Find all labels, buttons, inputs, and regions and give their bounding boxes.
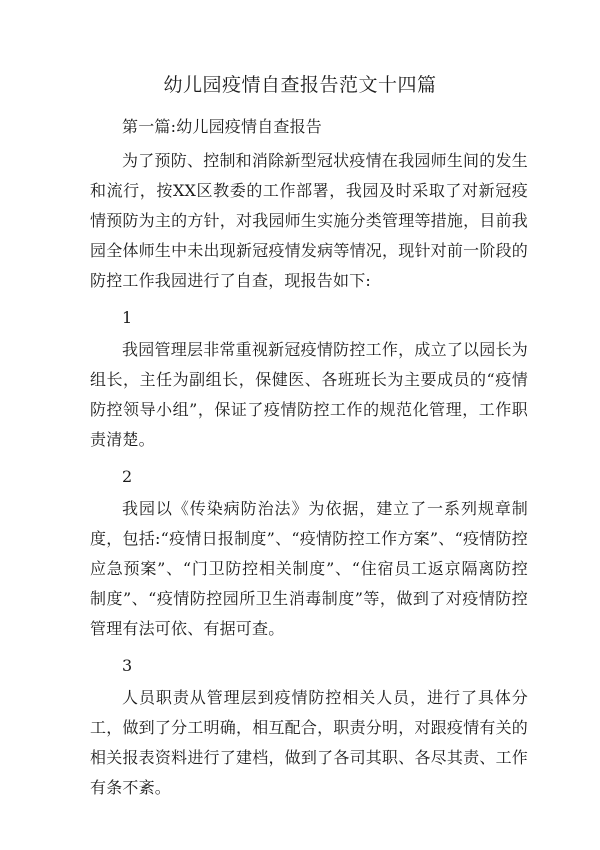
item-paragraph-2: 我园以《传染病防治法》为依据，建立了一系列规章制度，包括:“疫情日报制度”、“疫情防控工作方案”、“疫情防控应急预案”、“门卫防控相关制度”、“住宿员工返京隔离防控制度”、“疫情防控园所卫生消毒制度”等，做到了对疫情防控管理有法可依、有据可查。 xyxy=(90,499,528,638)
item-number-2: 2 xyxy=(122,467,133,486)
item-paragraph-1: 我园管理层非常重视新冠疫情防控工作，成立了以园长为组长，主任为副组长，保健医、各班班长为主要成员的“疫情防控领导小组”，保证了疫情防控工作的规范化管理，工作职责清楚。 xyxy=(90,340,528,449)
intro-paragraph: 为了预防、控制和消除新型冠状疫情在我园师生间的发生和流行，按XX区教委的工作部署，我园及时采取了对新冠疫情预防为主的方针，对我园师生实施分类管理等措施，目前我园全体师生中未出现新冠疫情发病等情况，现针对前一阶段的防控工作我园进行了自查，现报告如下: xyxy=(90,151,528,290)
document-body xyxy=(90,112,528,810)
item-paragraph-3: 人员职责从管理层到疫情防控相关人员，进行了具体分工，做到了分工明确，相互配合，职责分明，对跟疫情有关的相关报表资料进行了建档，做到了各司其职、各尽其责、工作有条不紊。 xyxy=(90,688,528,797)
item-number-1: 1 xyxy=(122,308,133,327)
document-title: 幼儿园疫情自查报告范文十四篇 xyxy=(163,74,437,96)
item-number-3: 3 xyxy=(122,656,133,675)
section-heading: 第一篇:幼儿园疫情自查报告 xyxy=(122,117,322,136)
